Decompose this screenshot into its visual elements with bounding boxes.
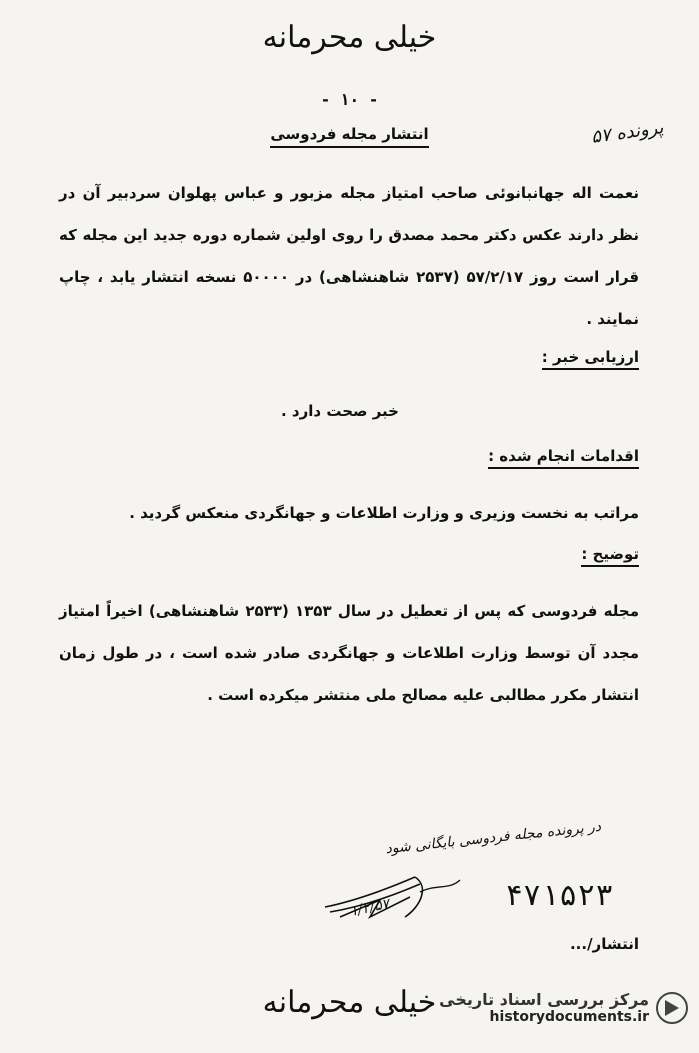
document-number: ۴۷۱۵۲۳ [505, 878, 614, 913]
evaluation-text: خبر صحت دارد . [281, 402, 399, 420]
report-paragraph: نعمت اله جهانبانوئی صاحب امتیاز مجله مزبور و عباس پهلوان سردبیر آن در نظر دارند عکس دکتر محمد مصدق را روی اولین شماره دوره جدید این مجله که قرار است روز ۵۷/۲/۱۷ (۲۵۳۷ شاهنشاهی) در ۵۰۰۰۰ نسخه انتشار یابد ، چاپ نمایند . [59, 184, 640, 328]
watermark-logo-icon [655, 991, 689, 1025]
watermark-title: مرکز بررسی اسناد تاریخی [439, 990, 649, 1009]
page-number: - ۱۰ - [320, 90, 379, 109]
classification-header: خیلی محرمانه [262, 20, 437, 55]
handwritten-note-top: پرونده ۵۷ [590, 117, 666, 148]
explanation-heading-text: توضیح : [581, 545, 639, 567]
watermark-text [439, 990, 649, 1025]
actions-heading-text: اقدامات انجام شده : [488, 447, 639, 469]
handwritten-note-bottom: در پرونده مجله فردوسی بایگانی شود [384, 818, 602, 858]
evaluation-heading-text: ارزیابی خبر : [542, 348, 639, 370]
actions-text: مراتب به نخست وزیری و وزارت اطلاعات و جهانگردی منعکس گردید . [129, 504, 639, 522]
publication-footer: انتشار/... [569, 935, 639, 953]
watermark [439, 990, 689, 1025]
explanation-heading [581, 545, 639, 563]
subject-text: انتشار مجله فردوسی [270, 125, 428, 148]
evaluation-heading [542, 348, 639, 366]
explanation-text: مجله فردوسی که پس از تعطیل در سال ۱۳۵۳ (۲۵۳۳ شاهنشاهی) اخیراً امتیاز مجدد آن توسط وزارت اطلاعات و جهانگردی صادر شده است ، در طول زمان انتشار مکرر مطالبی علیه مصالح ملی منتشر میکرده است . [59, 602, 639, 704]
handwritten-date: ۱/۲/۵۷ [348, 896, 391, 920]
classification-footer: خیلی محرمانه [262, 985, 437, 1020]
signature-scribble [320, 862, 470, 932]
watermark-url: historydocuments.ir [489, 1009, 649, 1025]
actions-heading [488, 447, 639, 465]
